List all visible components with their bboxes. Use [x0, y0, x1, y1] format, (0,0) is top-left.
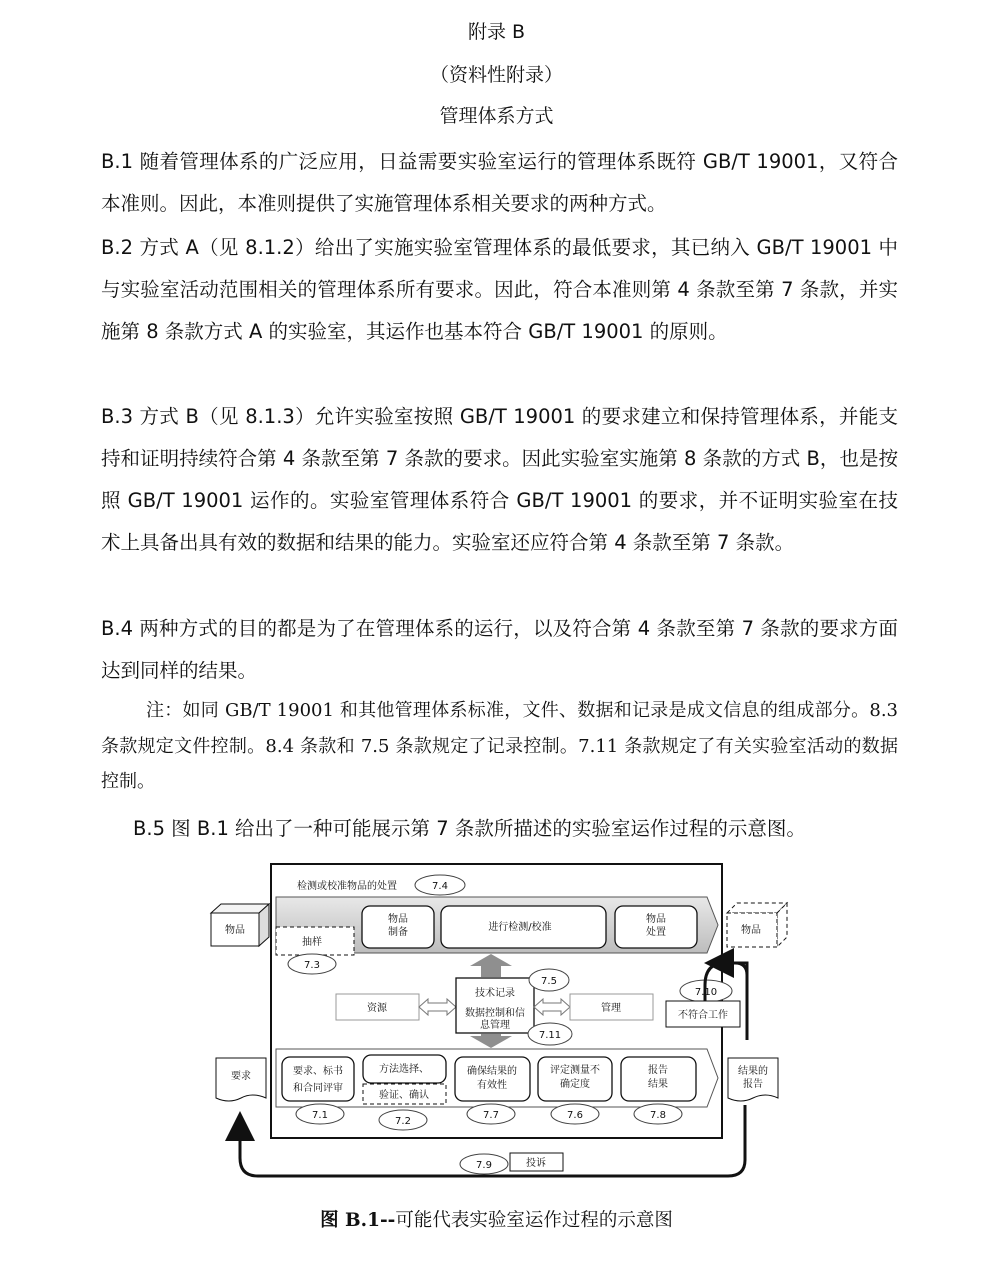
diagram-label: 确保结果的: [467, 1066, 517, 1077]
diagram-label: 和合同评审: [293, 1083, 343, 1094]
figure-caption-text: 可能代表实验室运作过程的示意图: [395, 1210, 673, 1231]
diagram-label: 管理: [601, 1003, 621, 1014]
diagram-label: 7.11: [538, 1030, 562, 1041]
diagram-label: 制备: [388, 927, 408, 938]
diagram-label: 进行检测/校准: [488, 922, 552, 933]
diagram-label: 结果: [648, 1079, 668, 1090]
diagram-label: 7.10: [694, 987, 718, 998]
diagram-label: 要求: [231, 1071, 251, 1082]
diagram-label: 7.8: [650, 1110, 666, 1121]
diagram-label: 物品: [225, 925, 245, 936]
diagram-label: 有效性: [477, 1080, 507, 1091]
appendix-title: 管理体系方式: [439, 105, 554, 127]
diagram-label: 验证、确认: [379, 1090, 429, 1101]
diagram-label: 处置: [646, 927, 666, 938]
note-paragraph: 注：如同 GB/T 19001 和其他管理体系标准，文件、数据和记录是成文信息的组成部分。8.3 条款规定文件控制。8.4 条款和 7.5 条款规定了记录控制。7.11 条款规定了有关实验室活动的数据控制。: [101, 700, 898, 792]
diagram-label: 报告: [743, 1079, 763, 1090]
tech-up-arrow: [470, 954, 512, 977]
diagram-label: 技术记录: [475, 988, 515, 999]
diagram-label: 7.6: [567, 1110, 583, 1121]
diagram-label: 投诉: [526, 1158, 546, 1169]
item-in-cube: [211, 904, 269, 946]
diagram-label: 资源: [367, 1003, 387, 1014]
diagram-label: 7.9: [476, 1160, 492, 1171]
appendix-type: （资料性附录）: [429, 64, 563, 86]
diagram-label: 确定度: [560, 1079, 590, 1090]
tech-down-arrow: [470, 1034, 512, 1048]
management-link-arrow: [534, 999, 570, 1015]
paragraph-b3: B.3 方式 B（见 8.1.3）允许实验室按照 GB/T 19001 的要求建立和保持管理体系，并能支持和证明持续符合第 4 条款至第 7 条款的要求。因此实验室实施第 8 条款的方式 B，也是按照 GB/T 19001 运作的。实验室管理体系符合 GB/T 19001 的要求，并不证明实验室在技术上具备出具有效的数据和结果的能力。实验室还应符合第 4 条款至第 7 条款。: [101, 405, 898, 554]
diagram-label: 7.1: [312, 1110, 328, 1121]
diagram-label: 物品: [388, 914, 408, 925]
paragraph-b1: B.1 随着管理体系的广泛应用，日益需要实验室运行的管理体系既符 GB/T 19001，又符合本准则。因此，本准则提供了实施管理体系相关要求的两种方式。: [101, 150, 898, 215]
diagram-label: 报告: [648, 1065, 668, 1076]
diagram-label: 7.3: [304, 960, 320, 971]
diagram-label: 不符合工作: [678, 1010, 728, 1021]
diagram-label: 物品: [741, 925, 761, 936]
diagram-label: 7.5: [541, 976, 557, 987]
figure-caption-number: 图 B.1--: [320, 1210, 396, 1231]
resource-link-arrow: [419, 999, 456, 1015]
item-out-cube: [727, 903, 787, 947]
figure-caption: [0, 1206, 993, 1232]
diagram-label: 要求、标书: [293, 1066, 343, 1077]
paragraph-b5: B.5 图 B.1 给出了一种可能展示第 7 条款所描述的实验室运作过程的示意图。: [133, 817, 806, 840]
diagram-label: 息管理: [480, 1020, 510, 1031]
diagram-label: 物品: [646, 914, 666, 925]
diagram-label: 7.7: [483, 1110, 499, 1121]
paragraph-b4: B.4 两种方式的目的都是为了在管理体系的运行，以及符合第 4 条款至第 7 条款的要求方面达到同样的结果。: [101, 617, 898, 682]
diagram-label: 7.2: [395, 1116, 411, 1127]
diagram-label: 方法选择、: [379, 1064, 429, 1075]
diagram-label: 抽样: [302, 937, 322, 948]
diagram-label: 数据控制和信: [465, 1008, 525, 1019]
appendix-label: 附录 B: [467, 21, 526, 43]
diagram-label: 结果的: [738, 1066, 768, 1077]
validity-box: [455, 1057, 530, 1101]
contract-review-box: [282, 1057, 354, 1101]
paragraph-b2: B.2 方式 A（见 8.1.2）给出了实施实验室管理体系的最低要求，其已纳入 GB/T 19001 中与实验室活动范围相关的管理体系所有要求。因此，符合本准则第 4 条款至第 7 条款，并实施第 8 条款方式 A 的实验室，其运作也基本符合 GB/T 19001 的原则。: [101, 236, 898, 343]
diagram-label: 7.4: [432, 881, 448, 892]
diagram-label: 评定测量不: [550, 1065, 600, 1076]
top-band-title: 检测或校准物品的处置: [297, 881, 397, 892]
